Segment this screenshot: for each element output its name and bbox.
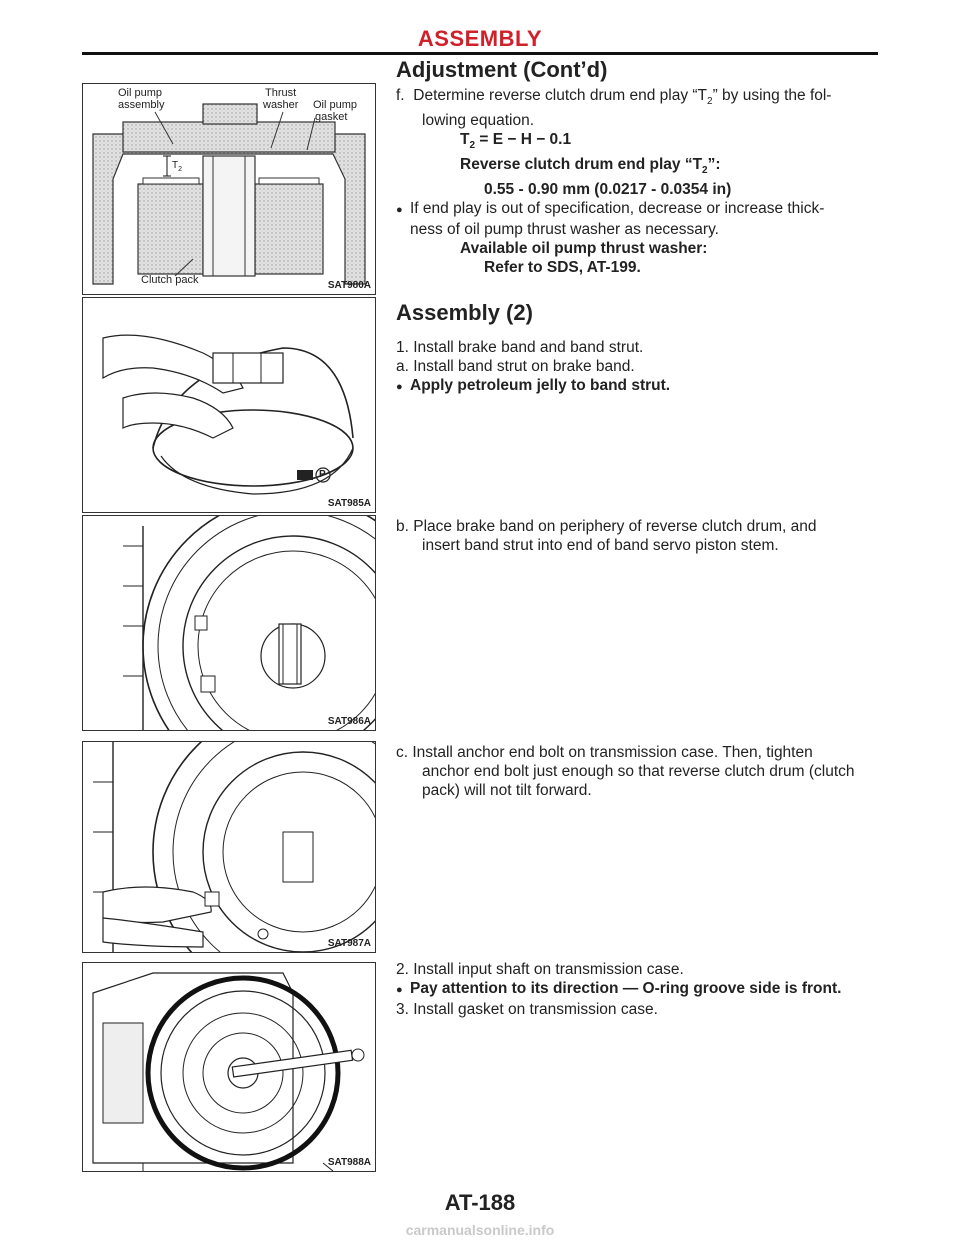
page-number: AT-188 bbox=[444, 1190, 516, 1215]
label-t2: $T_2$ bbox=[172, 160, 183, 173]
input-shaft-illustration bbox=[83, 963, 375, 1171]
label-oil-pump-gasket-2: gasket bbox=[315, 111, 348, 123]
figure-code: SAT980A bbox=[327, 280, 371, 291]
step-1a-note: ● Apply petroleum jelly to band strut. bbox=[396, 376, 882, 397]
step-1c: c. Install anchor end bolt on transmission case. Then, tighten anchor end bolt just enough so that reverse clutch drum (clutch pack) will not tilt forward. bbox=[396, 744, 855, 799]
available-washer-label: Available oil pump thrust washer: bbox=[460, 240, 708, 258]
figure-code: SAT988A bbox=[327, 1157, 371, 1168]
step-2: 2. Install input shaft on transmission case. bbox=[396, 961, 684, 978]
subsection-title: Adjustment (Cont’d) bbox=[396, 57, 608, 82]
label-oil-pump-assembly-2: assembly bbox=[118, 99, 165, 111]
figure-oil-pump-cross-section bbox=[82, 83, 376, 295]
figure-code: SAT986A bbox=[327, 716, 371, 727]
end-play-bullet: ● If end play is out of specification, decrease or increase thick- ness of oil pump thrust washer as necessary. bbox=[396, 200, 825, 239]
label-thrust-washer-2: washer bbox=[263, 99, 299, 111]
label-petroleum-jelly-symbol: P bbox=[319, 469, 326, 480]
assembly2-step1b-block bbox=[396, 517, 882, 555]
step-f: f. Determine reverse clutch drum end play “$T_2$” by using the fol- lowing equation. bbox=[396, 87, 832, 130]
label-oil-pump-gasket-1: Oil pump bbox=[313, 99, 358, 111]
spec-value: 0.55 - 0.90 mm (0.0217 - 0.0354 in) bbox=[484, 181, 732, 199]
watermark: carmanualsonline.info bbox=[405, 1222, 555, 1238]
label-oil-pump-assembly-1: Oil pump bbox=[118, 87, 163, 99]
assembly2-step1-block bbox=[396, 338, 882, 397]
step-3: 3. Install gasket on transmission case. bbox=[396, 1001, 658, 1018]
figure-input-shaft-gasket bbox=[82, 962, 376, 1172]
figure-brake-band-strut bbox=[82, 297, 376, 513]
brake-band-illustration bbox=[83, 298, 375, 512]
step-2-note: ● Pay attention to its direction — O-ring groove side is front. bbox=[396, 979, 882, 1000]
transmission-case-drum-illustration bbox=[83, 516, 375, 730]
spec-label: Reverse clutch drum end play “$T_2$”: bbox=[460, 156, 721, 177]
bullet-icon: ● bbox=[396, 204, 403, 217]
header-rule bbox=[82, 52, 878, 55]
step-1a: a. Install band strut on brake band. bbox=[396, 358, 635, 375]
figure-place-brake-band bbox=[82, 515, 376, 731]
section-title: ASSEMBLY bbox=[417, 26, 543, 51]
figure-code: SAT985A bbox=[327, 498, 371, 509]
step-1: 1. Install brake band and band strut. bbox=[396, 339, 644, 356]
label-thrust-washer-1: Thrust bbox=[265, 87, 297, 99]
step-1b: b. Place brake band on periphery of reverse clutch drum, and insert band strut into end of band servo piston stem. bbox=[396, 518, 817, 554]
assembly2-step1c-block bbox=[396, 743, 882, 800]
figure-code: SAT987A bbox=[327, 938, 371, 949]
equation: $T_2 = E - H - 0.1$ bbox=[460, 131, 572, 152]
assembly2-title: Assembly (2) bbox=[396, 300, 533, 325]
bullet-icon: ● bbox=[396, 984, 403, 996]
adjustment-text bbox=[396, 86, 882, 277]
available-washer-ref: Refer to SDS, AT-199. bbox=[484, 259, 641, 277]
bullet-icon: ● bbox=[396, 381, 403, 393]
assembly2-step2-block bbox=[396, 960, 882, 1019]
anchor-bolt-illustration bbox=[83, 742, 375, 952]
figure-anchor-end-bolt bbox=[82, 741, 376, 953]
label-clutch-pack: Clutch pack bbox=[141, 274, 199, 286]
